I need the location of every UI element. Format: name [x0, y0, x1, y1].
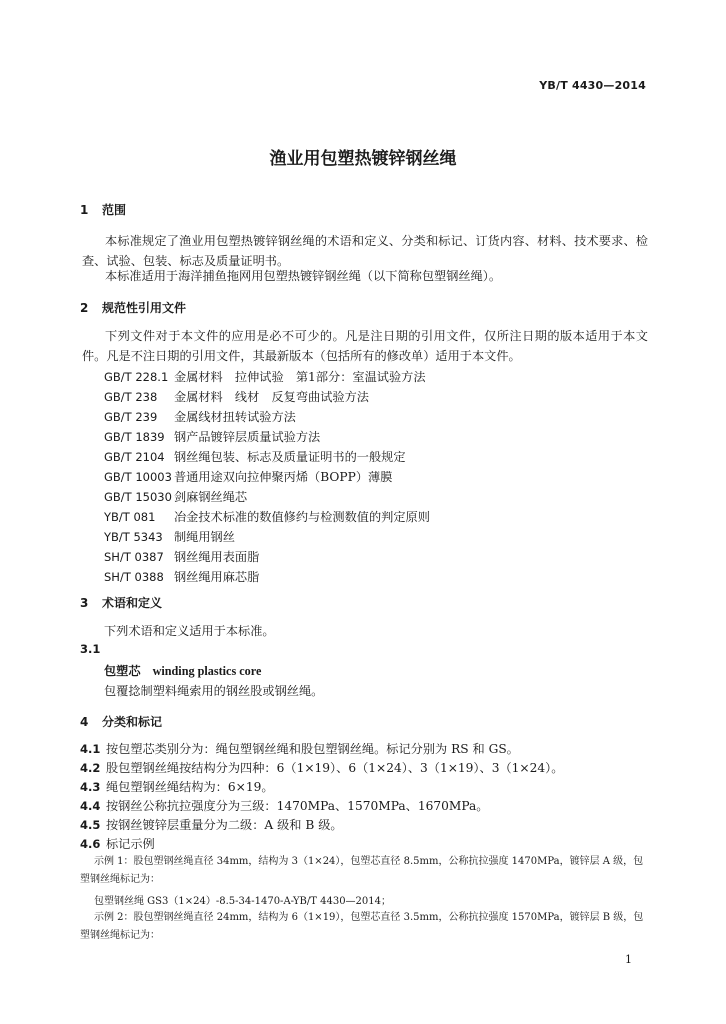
ref-code: YB/T 5343: [104, 530, 163, 544]
ref-item: [104, 488, 247, 505]
clause-text: 绳包塑钢丝绳结构为：6×19。: [106, 780, 274, 794]
clause-text: 股包塑钢丝绳按结构分为四种：6（1×19）、6（1×24）、3（1×19）、3（1×24）。: [106, 761, 564, 775]
page-number: 1: [625, 953, 632, 966]
ref-title: 普通用途双向拉伸聚丙烯（BOPP）薄膜: [174, 470, 393, 484]
ref-item: [104, 548, 259, 565]
section-3-heading: [80, 594, 162, 611]
section-number: 2: [80, 301, 89, 315]
clause-text: 按钢丝镀锌层重量分为二级：A 级和 B 级。: [106, 818, 343, 832]
clause-number: 4.5: [80, 818, 101, 832]
ref-title: 剑麻钢丝绳芯: [174, 490, 248, 504]
ref-item: [104, 528, 235, 545]
clause-item: [80, 835, 155, 852]
section-number: 1: [80, 203, 89, 217]
example-1-mark: 包塑钢丝绳 GS3（1×24）-8.5-34-1470-A-YB/T 4430—2014；: [94, 896, 392, 907]
ref-item: [104, 448, 406, 465]
ref-item: [104, 508, 430, 525]
section-2-heading: [80, 299, 186, 316]
section-1-heading: [80, 201, 126, 218]
term-chinese: 包塑芯: [104, 664, 141, 678]
clause-number: 4.4: [80, 799, 101, 813]
clause-number: 4.2: [80, 761, 101, 775]
ref-code: GB/T 15030: [104, 490, 172, 504]
clause-number: 4.3: [80, 780, 101, 794]
clause-item: [80, 778, 274, 795]
clause-text: 按包塑芯类别分为：绳包塑钢丝绳和股包塑钢丝绳。标记分别为 RS 和 GS。: [106, 742, 519, 756]
clause-item: [80, 816, 343, 833]
section-number: 4: [80, 715, 89, 729]
ref-code: GB/T 10003: [104, 470, 172, 484]
ref-title: 金属线材扭转试验方法: [174, 410, 296, 424]
ref-code: GB/T 228.1: [104, 370, 169, 384]
ref-item: [104, 388, 369, 405]
ref-title: 钢丝绳用表面脂: [174, 550, 260, 564]
ref-item: [104, 408, 296, 425]
terms-intro: 下列术语和定义适用于本标准。: [104, 624, 275, 638]
ref-title: 冶金技术标准的数值修约与检测数值的判定原则: [174, 510, 430, 524]
ref-title: 钢产品镀锌层质量试验方法: [174, 430, 321, 444]
scope-paragraph-2: 本标准适用于海洋捕鱼拖网用包塑热镀锌钢丝绳（以下简称包塑钢丝绳）。: [105, 269, 502, 283]
ref-title: 制绳用钢丝: [174, 530, 235, 544]
term-english: winding plastics core: [152, 664, 262, 678]
example-2: 示例 2：股包塑钢丝绳直径 24mm，结构为 6（1×19），包塑芯直径 3.5mm，公称抗拉强度 1570MPa，镀锌层 B 级，包塑钢丝绳标记为：: [80, 912, 644, 941]
scope-paragraph-1: 本标准规定了渔业用包塑热镀锌钢丝绳的术语和定义、分类和标记、订货内容、材料、技术要求、检查、试验、包装、标志及质量证明书。: [82, 234, 648, 268]
section-4-heading: [80, 713, 162, 730]
ref-title: 金属材料 线材 反复弯曲试验方法: [174, 390, 369, 404]
standard-code: YB/T 4430—2014: [539, 79, 646, 92]
clause-text: 按钢丝公称抗拉强度分为三级：1470MPa、1570MPa、1670MPa。: [106, 799, 489, 813]
section-title: 分类和标记: [102, 715, 163, 729]
term-definition: 包覆捻制塑料绳索用的钢丝股或钢丝绳。: [104, 684, 324, 698]
ref-item: [104, 368, 426, 385]
section-number: 3: [80, 596, 89, 610]
section-title: 规范性引用文件: [102, 301, 187, 315]
ref-title: 钢丝绳包装、标志及质量证明书的一般规定: [174, 450, 406, 464]
ref-code: YB/T 081: [104, 510, 156, 524]
clause-number: 4.1: [80, 742, 101, 756]
clause-item: [80, 797, 488, 814]
ref-title: 钢丝绳用麻芯脂: [174, 570, 260, 584]
ref-title: 金属材料 拉伸试验 第1部分：室温试验方法: [174, 370, 426, 384]
clause-number: 4.6: [80, 837, 101, 851]
normative-intro: 下列文件对于本文件的应用是必不可少的。凡是注日期的引用文件，仅所注日期的版本适用于本文件。凡是不注日期的引用文件，其最新版本（包括所有的修改单）适用于本文件。: [82, 329, 648, 363]
document-title: 渔业用包塑热镀锌钢丝绳: [269, 149, 457, 169]
ref-code: GB/T 238: [104, 390, 158, 404]
example-1: 示例 1：股包塑钢丝绳直径 34mm，结构为 3（1×24），包塑芯直径 8.5mm，公称抗拉强度 1470MPa，镀锌层 A 级，包塑钢丝绳标记为：: [80, 856, 644, 885]
ref-code: SH/T 0387: [104, 550, 164, 564]
ref-code: GB/T 239: [104, 410, 158, 424]
ref-item: [104, 428, 320, 445]
section-title: 术语和定义: [102, 596, 163, 610]
clause-item: [80, 740, 519, 757]
ref-code: GB/T 1839: [104, 430, 165, 444]
clause-item: [80, 759, 563, 776]
ref-item: [104, 468, 392, 485]
term-number: 3.1: [80, 642, 101, 656]
term-entry: [104, 662, 261, 679]
clause-text: 标记示例: [106, 837, 155, 851]
ref-item: [104, 568, 259, 585]
ref-code: SH/T 0388: [104, 570, 164, 584]
section-title: 范围: [102, 203, 127, 217]
ref-code: GB/T 2104: [104, 450, 165, 464]
